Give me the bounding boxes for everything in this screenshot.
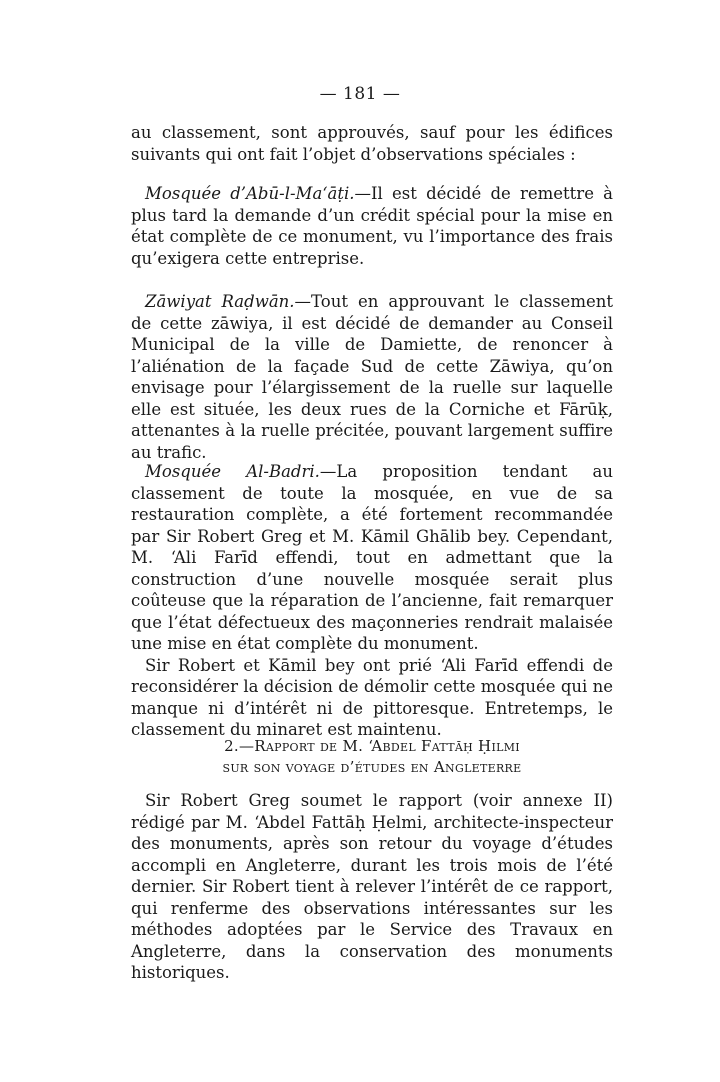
abu-paragraph [131, 183, 613, 269]
abu-body: —Il est décidé de remettre à plus tard la demande d’un crédit spécial pour la mise en état complète de ce monument, vu l’importance des frais qu’exigera cette entreprise. [131, 184, 613, 268]
zawiyat-text [131, 291, 613, 463]
badri-lead: Mosquée Al-Badri. [145, 462, 320, 481]
page-number: — 181 — [319, 84, 401, 104]
badri-paragraph [131, 461, 613, 741]
abu-lead: Mosquée d’Abū-l-Ma‘āṭi. [145, 184, 355, 203]
badri-followup: Sir Robert et Kāmil bey ont prié ‘Ali Farīd effendi de reconsidérer la décision de démolir cette mosquée qui ne manque ni d’intérêt ni de pittoresque. Entretemps, le classement du minaret est maintenu. [131, 655, 613, 739]
section-title-line-1: 2.—Rapport de M. ‘Abdel Fattāḥ Ḥilmi [224, 737, 520, 755]
intro-paragraph [131, 122, 613, 165]
zawiyat-paragraph [131, 291, 613, 463]
section-body-paragraph [131, 790, 613, 984]
abu-text [131, 183, 613, 269]
zawiyat-body: —Tout en approuvant le classement de cette zāwiya, il est décidé de demander au Conseil Municipal de la ville de Damiette, de renoncer à l’aliénation de la façade Sud de cette Zāwiya, qu’on envisage pour l’élargissement de la ruelle sur laquelle elle est située, les deux rues de la Corniche et Fārūḳ, attenantes à la ruelle précitée, pouvant largement suffire au trafic. [131, 292, 613, 462]
badri-body: —La proposition tendant au classement de toute la mosquée, en vue de sa restauration complète, a été fortement recommandée par Sir Robert Greg et M. Kāmil Ghālib bey. Cependant, M. ‘Ali Farīd effendi, tout en admettant que la construction d’une nouvelle mosquée serait plus coûteuse que la réparation de l’ancienne, fait remarquer que l’état défectueux des maçonneries rendrait malaisée une mise en état complète du monument. [131, 462, 613, 653]
badri-text [131, 461, 613, 655]
section-title-line-2: sur son voyage d’études en Angleterre [222, 758, 522, 776]
section-title [131, 736, 613, 778]
section-body: Sir Robert Greg soumet le rapport (voir annexe II) rédigé par M. ‘Abdel Fattāḥ Ḥelmi, architecte-inspecteur des monuments, après son retour du voyage d’études accompli en Angleterre, durant les trois mois de l’été dernier. Sir Robert tient à relever l’intérêt de ce rapport, qui renferme des observations intéressantes sur les méthodes adoptées par le Service des Travaux en Angleterre, dans la conservation des monuments historiques. [131, 791, 613, 982]
intro-text: au classement, sont approuvés, sauf pour les édifices suivants qui ont fait l’objet d’observations spéciales : [131, 123, 613, 164]
zawiyat-lead: Zāwiyat Raḍwān. [145, 292, 295, 311]
